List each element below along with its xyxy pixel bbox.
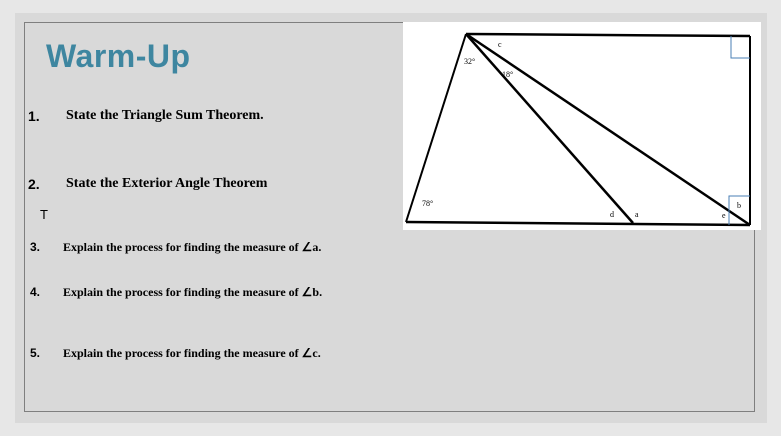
right-angle-top-mark: [731, 36, 750, 58]
question-3-text: Explain the process for finding the measure of ∠a.: [63, 240, 322, 254]
angle-label-a: a: [635, 210, 639, 219]
stray-text: T: [40, 207, 48, 222]
question-4-text: Explain the process for finding the measure of ∠b.: [63, 285, 323, 299]
top-edge-line: [466, 34, 750, 36]
geometry-figure: [403, 22, 761, 230]
question-1-number: 1.: [28, 108, 40, 124]
angle-label-b: b: [737, 201, 741, 210]
question-2-text: State the Exterior Angle Theorem: [66, 176, 268, 191]
question-5-text: Explain the process for finding the measure of ∠c.: [63, 346, 321, 360]
question-2-number: 2.: [28, 176, 40, 192]
left-side-line: [406, 34, 466, 222]
angle-label-32: 32°: [464, 57, 476, 66]
question-4-number: 4.: [30, 285, 41, 299]
question-1-text: State the Triangle Sum Theorem.: [66, 108, 264, 123]
geometry-diagram: [403, 22, 761, 230]
angle-label-78: 78°: [422, 199, 434, 208]
question-5-number: 5.: [30, 346, 41, 360]
page-title: Warm-Up: [46, 38, 191, 74]
question-3-number: 3.: [30, 240, 41, 254]
bottom-edge-line: [406, 222, 750, 225]
angle-label-c: c: [498, 40, 502, 49]
angle-label-d: d: [610, 210, 614, 219]
angle-label-e: e: [722, 211, 726, 220]
angle-label-18: 18°: [502, 70, 514, 79]
